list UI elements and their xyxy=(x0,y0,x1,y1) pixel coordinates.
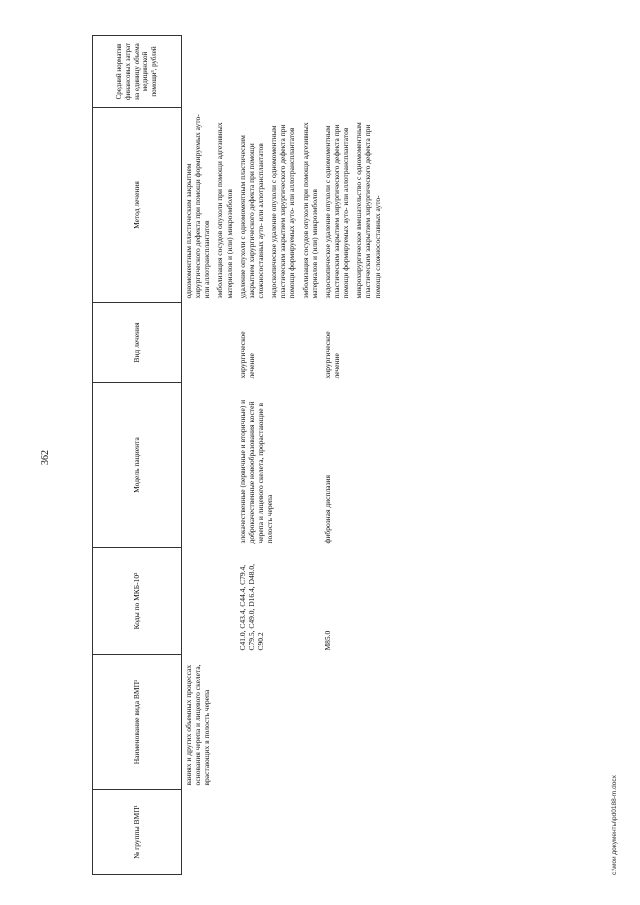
header-model: Модель пациента xyxy=(93,383,182,548)
header-group: № группы ВМП¹ xyxy=(93,790,182,875)
cell-group xyxy=(182,790,236,875)
table-row xyxy=(236,36,321,875)
header-kind: Вид лечения xyxy=(93,303,182,383)
cell-kind xyxy=(182,303,236,383)
header-name: Наименование вида ВМП¹ xyxy=(93,655,182,790)
cell-name xyxy=(321,655,384,790)
cell-codes xyxy=(182,548,236,655)
method-item: одномоментным пластическим закрытием хирургического дефекта при помощи формируемых ауто- или аллотрансплантатов xyxy=(184,114,212,299)
page-number: 362 xyxy=(40,450,51,465)
method-item: удаление опухоли с одномоментным пластическим закрытием хирургического дефекта при помощи сложносоставных ауто- или аллотрансплантатов xyxy=(237,135,265,299)
table-row xyxy=(182,36,236,875)
cell-method xyxy=(182,108,236,303)
cell-kind: хирургическое лечение xyxy=(322,331,341,379)
header-norm: Средний норматив финансовых затрат на единицу объема медицинской помощи³, рублей xyxy=(93,36,182,108)
cell-model: фиброзная дисплазия xyxy=(322,475,332,544)
method-item: эмболизация сосудов опухоли при помощи адгезивных материалов и (или) микроэмболов xyxy=(215,122,234,299)
method-item: эндоскопическое удаление опухоли с одномоментным пластическим закрытием хирургического дефекта при помощи формируемых ауто- или аллотрансплантатов xyxy=(322,124,351,299)
header-codes: Коды по МКБ-10² xyxy=(93,548,182,655)
footer-file-path: c:\мои документы\pd0188-m.docx xyxy=(611,775,618,875)
header-method: Метод лечения xyxy=(93,108,182,303)
cell-method xyxy=(321,108,384,303)
cell-codes: C41.0, C43.4, C44.4, C79.4, C79.5, C49.0, D16.4, D48.0, C90.2 xyxy=(237,564,265,651)
method-item: микрохирургическое вмешательство с одномоментным пластическим закрытием хирургического дефекта при помощи сложносоставных ауто- xyxy=(354,122,382,299)
cell-model: злокачественные (первичные и вторичные) и доброкачественные новообразования костей черепа и лицевого скелета, прорастающие в полость черепа xyxy=(237,399,275,544)
cell-method xyxy=(236,108,321,303)
cell-group xyxy=(321,790,384,875)
table-row xyxy=(321,36,384,875)
cell-name xyxy=(236,655,321,790)
table-header-row xyxy=(93,36,182,875)
cell-model xyxy=(182,383,236,548)
method-item: эмболизация сосудов опухоли при помощи адгезивных материалов и (или) микроэмболов xyxy=(300,122,319,299)
cell-norm xyxy=(182,36,236,108)
vmp-table xyxy=(92,35,384,875)
cell-group xyxy=(236,790,321,875)
cell-name: ваниях и других объемных процессах основания черепа и лицевого скелета, врастающих в полость черепа xyxy=(184,664,212,786)
cell-codes: M85.0 xyxy=(322,630,332,651)
cell-norm xyxy=(321,36,384,108)
cell-kind: хирургическое лечение xyxy=(237,331,256,379)
method-item: эндоскопическое удаление опухоли с одномоментным пластическим закрытием хирургического дефекта при помощи формируемых ауто- или аллотрансплантатов xyxy=(269,124,297,299)
cell-norm xyxy=(236,36,321,108)
